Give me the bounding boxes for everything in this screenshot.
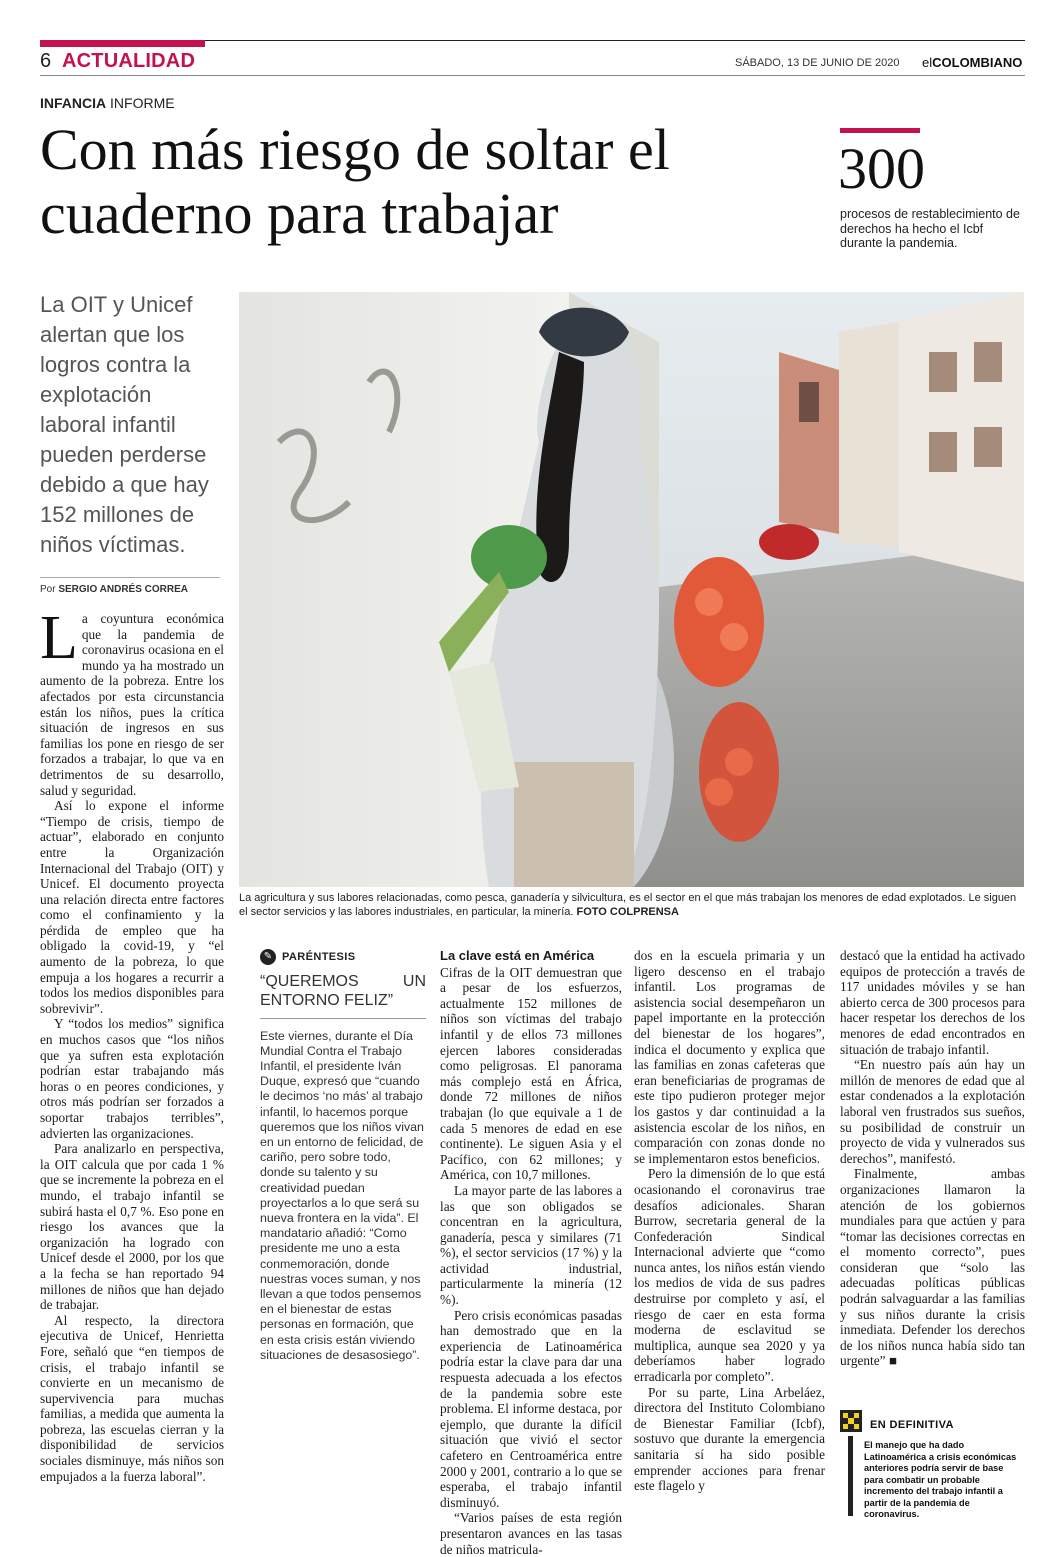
en-definitiva-text: El manejo que ha dado Latinoamérica a crisis económicas anteriores podría servir de base para combatir un probable incremento del trabajo infantil a partir de la pandemia de coronavirus. <box>864 1440 1017 1519</box>
caption-text: La agricultura y sus labores relacionadas, como pesca, ganadería y silvicultura, es el sector en el que más trabajan los menores de edad explotados. Le siguen el sector servicios y las labores industriales, en particular, la minería. <box>239 892 1017 918</box>
kicker-type: INFORME <box>110 95 175 111</box>
article-photo <box>239 292 1024 887</box>
byline-prefix: Por <box>40 584 56 595</box>
pin-icon: ✎ <box>260 949 276 965</box>
parentesis-header <box>260 948 426 966</box>
article-paragraph: “En nuestro país aún hay un millón de menores de edad que al estar condenados a la explotación laboral ven frustrados sus sueños, su posibilidad de construir un proyecto de vida y vulnerados sus derechos”, manifestó. <box>840 1057 1025 1166</box>
article-column-4 <box>634 948 825 1494</box>
article-column-5 <box>840 948 1025 1369</box>
stat-description: procesos de restablecimiento de derechos ha hecho el Icbf durante la pandemia. <box>840 207 1020 250</box>
article-paragraph: Y “todos los medios” significa en muchos casos que “los niños que ya sufren esta explotación podrían estar trabajando más horas o en peores condiciones, y otros más podrían ser forzados a soportar trabajos terribles”, advierten las organizaciones. <box>40 1016 224 1141</box>
article-paragraph: “Varios países de esta región presentaron avances en las tasas de niños matricula- <box>440 1510 622 1557</box>
byline-rule <box>40 577 220 578</box>
article-paragraph: Así lo expone el informe “Tiempo de crisis, tiempo de actuar”, elaborado en conjunto entre la Organización Internacional del Trabajo (OIT) y Unicef. El documento proyecta una relación directa entre factores como el confinamiento y la pérdida de empleo que ha obligado la covid-19, y “el aumento de la pobreza, lo que empuja a los hogares a recurrir a todos los medios disponibles para sobrevivir”. <box>40 798 224 1016</box>
article-column-1 <box>40 604 224 1484</box>
byline <box>40 584 188 595</box>
checkered-icon <box>840 1410 862 1432</box>
article-paragraph <box>40 604 224 798</box>
parentesis-rule <box>260 1018 426 1019</box>
photo-credit: FOTO COLPRENSA <box>576 906 679 918</box>
deck-summary: La OIT y Unicef alertan que los logros contra la explotación laboral infantil pueden perderse debido a que hay 152 millones de niños víctimas. <box>40 292 209 557</box>
photo-caption <box>239 891 1024 919</box>
article-paragraph: Por su parte, Lina Arbeláez, directora del Instituto Colombiano de Bienestar Familiar (Icbf), sostuvo que durante la emergencia sanitaria sí ha sido posible emprender acciones para frenar este flagelo y <box>634 1384 825 1494</box>
en-definitiva-heading <box>870 1415 954 1433</box>
article-paragraph: Pero la dimensión de lo que está ocasionando el coronavirus trae desafíos adicionales. Sharan Burrow, secretaria general de la Confederación Sindical Internacional advierte que “como nunca antes, los niños están viendo los medios de vida de sus padres destruirse por completo y así, el riesgo de caer en esta forma moderna de esclavitud se multiplica, aunque sea 2020 y ya deberíamos haber logrado erradicarla por completo”. <box>634 1166 825 1385</box>
article-paragraph: dos en la escuela primaria y un ligero descenso en el trabajo infantil. Los programas de asistencia social desempeñaron un papel importante en la protección del bienestar de los hogares”, indica el documento y explica que las familias en zonas cafeteras que eran beneficiarias de programas de este tipo pudieron proteger mejor los gastos y dar continuidad a la asistencia escolar de los niños, en comparación con zonas donde no se implementaron estos beneficios. <box>634 948 825 1166</box>
section-title: ACTUALIDAD <box>62 50 196 72</box>
publication-date: SÁBADO, 13 DE JUNIO DE 2020 <box>735 57 900 69</box>
parentesis-quote: “QUEREMOS UN ENTORNO FELIZ” <box>260 972 426 1009</box>
kicker <box>40 95 175 111</box>
article-paragraph: Para analizarlo en perspectiva, la OIT calcula que por cada 1 % que se incremente la pobreza en el mundo, el trabajo infantil se subirá hasta el 0,7 %. Eso pone en riesgo los avances que la organización ha logrado con Unicef desde el 2000, por los que a la fecha se han reportado 94 millones de niños que han dejado de trabajar. <box>40 1141 224 1313</box>
kicker-section: INFANCIA <box>40 95 107 111</box>
article-paragraph: destacó que la entidad ha activado equipos de protección a través de 117 unidades móviles y se han abierto cerca de 300 procesos para hacer respetar los derechos de los menores de edad encontrados en situación de trabajo infantil. <box>840 948 1025 1057</box>
parentesis-label: PARÉNTESIS <box>282 951 356 963</box>
article-paragraph-text: a coyuntura económica que la pandemia de coronavirus ocasiona en el mundo ya ha mostrado un aumento de la pobreza. Entre los afectados por esta circunstancia están los niños, pues la crítica situación de ingresos en sus familias los pone en riesgo de ser forzados a trabajar, lo que va en detrimentos de su desarrollo, salud y seguridad. <box>40 611 224 798</box>
byline-author: SERGIO ANDRÉS CORREA <box>58 584 188 595</box>
photo-illustration <box>239 292 1024 887</box>
brand-name: COLOMBIANO <box>932 55 1023 70</box>
article-paragraph: Al respecto, la directora ejecutiva de Unicef, Henrietta Fore, señaló que “en tiempos de crisis, el trabajo infantil se convierte en un mecanismo de supervivencia para muchas familias, a medida que aumenta la pobreza, las escuelas cierran y la disponibilidad de servicios sociales disminuye, más niños son empujados a la fuerza laboral”. <box>40 1312 224 1484</box>
brand-prefix: el <box>922 55 933 70</box>
article-paragraph: Cifras de la OIT demuestran que a pesar de los esfuerzos, actualmente 152 millones de niños son víctimas del trabajo infantil y de ellos 73 millones ejercen labores consideradas como peligrosas. El panorama más complejo está en África, donde 72 millones de niños trabajan (lo que equivale a 1 de cada 5 menores de edad en ese continente). Le siguen Asia y el Pacífico, con 62 millones; y América, con 10,7 millones. <box>440 964 622 1183</box>
en-definitiva-bar <box>848 1436 853 1516</box>
subheading: La clave está en América <box>440 948 595 963</box>
article-paragraph: Finalmente, ambas organizaciones llamaron la atención de los gobiernos mundiales para que actúen y para “tomar las decisiones correctas en el momento correcto”, pues consideran que “solo las adecuadas políticas públicas podrán salvaguardar a las familias y sus niños durante la crisis inmediata. Defender los derechos de los niños nunca había sido tan urgente” ■ <box>840 1166 1025 1369</box>
article-paragraph: Pero crisis económicas pasadas han demostrado que en la experiencia de Latinoamérica podría estar la clave para dar una respuesta adecuada a los efectos de la pandemia sobre este problema. El informe destaca, por ejemplo, que durante la difícil situación que vivió el sector cafetero en Centroamérica entre 2000 y 2001, contrario a lo que se esperaba, el trabajo infantil disminuyó. <box>440 1307 622 1510</box>
header-bottom-rule <box>40 75 1025 76</box>
page-number: 6 <box>40 50 52 72</box>
section-accent-bar <box>40 40 205 47</box>
article-column-3 <box>440 948 622 1557</box>
parentesis-sidebar <box>260 948 426 1363</box>
newspaper-logo <box>922 55 1022 70</box>
drop-cap: L <box>40 604 78 672</box>
parentesis-body: Este viernes, durante el Día Mundial Contra el Trabajo Infantil, el presidente Iván Duque, expresó que “cuando le decimos ‘no más’ al trabajo infantil, lo hacemos porque queremos que los niños vivan en un entorno de felicidad, de cariño, pero sobre todo, donde su talento y su creatividad puedan proyectarlos a lo que será su nueva frontera en la vida”. El mandatario añadió: “Como presidente me uno a esta conmemoración, donde nuestras voces suman, y nos llevan a que todos pensemos en el bienestar de estas personas en formación, que en esta crisis están viviendo situaciones de desasosiego”. <box>260 1028 424 1362</box>
stat-accent-bar <box>840 128 920 133</box>
article-paragraph: La mayor parte de las labores a las que son obligados se concentran en la agricultura, ganadería, pesca y similares (71 %), el sector servicios (17 %) y la actividad industrial, particularmente la minería (12 %). <box>440 1182 622 1308</box>
en-definitiva-label: EN DEFINITIVA <box>870 1419 954 1431</box>
stat-number: 300 <box>838 136 925 201</box>
headline: Con más riesgo de soltar el cuaderno para trabajar <box>40 117 670 246</box>
